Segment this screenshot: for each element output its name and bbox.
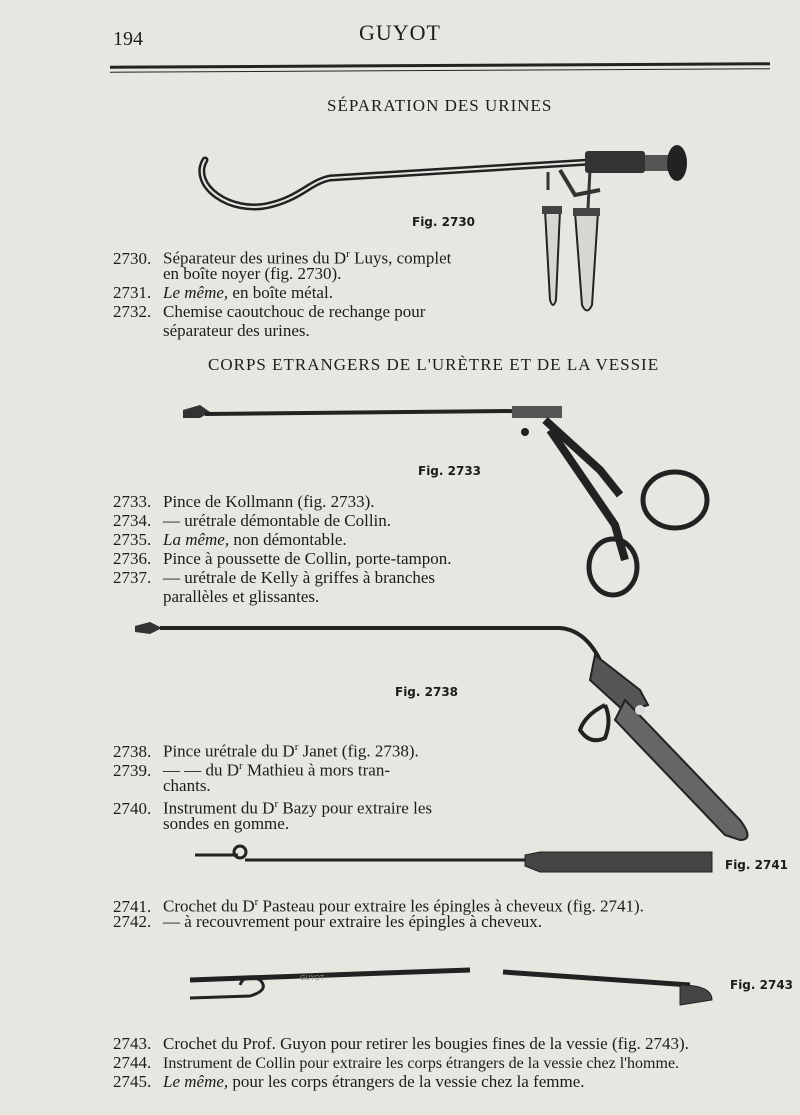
item-italic: Le même, (163, 1072, 229, 1091)
item-text: Pince urétrale du D (163, 741, 295, 761)
item-number: 2737. (113, 568, 152, 587)
list-item-2737-continued: parallèles et glissantes. (163, 587, 320, 606)
list-item-2739-continued: chants. (163, 776, 211, 795)
item-number: 2742. (113, 912, 152, 931)
item-text: Instrument du D (163, 798, 275, 818)
superscript: r (294, 741, 299, 753)
item-text: Pince de Kollmann (fig. 2733). (163, 492, 375, 511)
figure-caption-2733: Fig. 2733 (418, 464, 482, 478)
figure-caption-2738: Fig. 2738 (395, 685, 459, 699)
item-number: 2736. (113, 549, 152, 568)
item-number: 2732. (113, 302, 152, 321)
item-text: Bazy pour extraire les (278, 798, 432, 818)
item-text: Séparateur des urines du D (163, 248, 347, 268)
item-text: non démontable. (229, 530, 347, 549)
engraving-mark: GUYOT (300, 974, 325, 982)
section-title-separation: SÉPARATION DES URINES (327, 96, 553, 115)
item-text: Luys, complet (349, 248, 452, 268)
figure-caption-2743: Fig. 2743 (730, 978, 794, 992)
item-number: 2738. (113, 741, 152, 761)
superscript: r (254, 896, 259, 908)
item-text: Pince à poussette de Collin, porte-tampon. (163, 549, 452, 568)
item-text: en boîte métal. (228, 283, 333, 302)
item-text: Instrument de Collin pour extraire les corps étrangers de la vessie chez l'homme. (163, 1055, 680, 1072)
figure-caption-2730: Fig. 2730 (412, 215, 476, 229)
item-number: 2730. (113, 248, 152, 268)
item-number: 2731. (113, 283, 152, 302)
item-text: Crochet du D (163, 896, 255, 916)
item-italic: La même, (163, 530, 230, 549)
item-italic: Le même, (163, 283, 229, 302)
item-text: — — du D (163, 760, 240, 780)
running-head: GUYOT (359, 20, 441, 45)
list-item-2743 (113, 1034, 689, 1053)
item-number: 2735. (113, 530, 152, 549)
item-number: 2733. (113, 492, 152, 511)
item-number: 2743. (113, 1034, 152, 1053)
item-number: 2745. (113, 1072, 152, 1091)
superscript: r (239, 760, 243, 772)
list-item-2730-continued: en boîte noyer (fig. 2730). (163, 264, 342, 283)
item-text: — urétrale démontable de Collin. (163, 511, 392, 530)
list-item-2744 (113, 1053, 679, 1073)
list-item-2740-continued: sondes en gomme. (163, 814, 290, 833)
item-number: 2744. (113, 1053, 152, 1072)
list-item-2745 (113, 1072, 585, 1091)
item-number: 2739. (113, 760, 152, 780)
item-text: — urétrale de Kelly à griffes à branches (163, 568, 436, 587)
item-text: Crochet du Prof. Guyon pour retirer les bougies fines de la vessie (fig. 2743). (163, 1034, 689, 1053)
item-number: 2740. (113, 798, 152, 818)
item-text: Pasteau pour extraire les épingles à cheveux (fig. 2741). (258, 896, 644, 916)
item-text: Mathieu à mors tran- (242, 760, 390, 780)
superscript: r (274, 798, 279, 810)
section-title-corps-etrangers: CORPS ETRANGERS DE L'URÈTRE ET DE LA VESSIE (208, 355, 660, 374)
item-text: pour les corps étrangers de la vessie chez la femme. (228, 1072, 585, 1091)
item-text: Janet (fig. 2738). (298, 741, 419, 761)
list-item-2732-continued: séparateur des urines. (163, 321, 310, 340)
item-text: — à recouvrement pour extraire les épingles à cheveux. (163, 912, 543, 931)
item-text: Chemise caoutchouc de rechange pour (163, 302, 426, 321)
item-number: 2734. (113, 511, 152, 530)
item-number: 2741. (113, 896, 152, 916)
figure-caption-2741: Fig. 2741 (725, 858, 789, 872)
page-number: 194 (113, 28, 143, 50)
superscript: r (346, 248, 350, 260)
